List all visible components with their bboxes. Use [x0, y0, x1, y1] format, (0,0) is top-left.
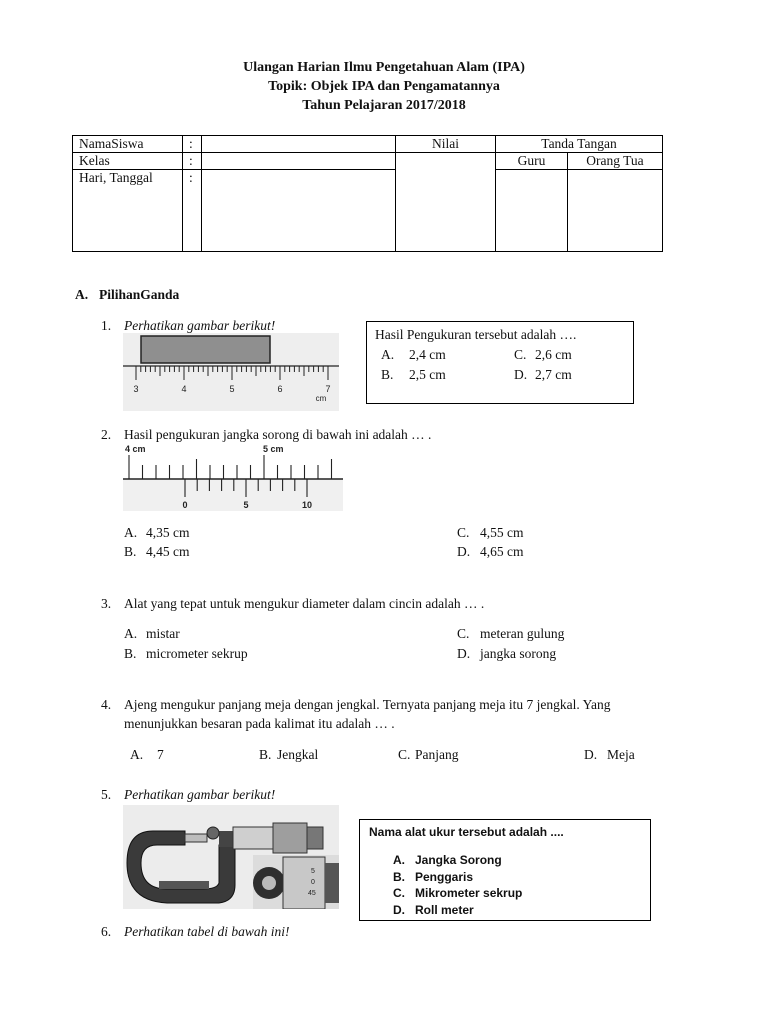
option-letter: C. [393, 886, 405, 900]
option-letter: B. [124, 544, 137, 559]
colon: : [183, 153, 202, 170]
vernier-label: 0 [182, 500, 188, 510]
title-line-2: Topik: Objek IPA dan Pengamatannya [268, 79, 500, 94]
option-letter: B. [259, 747, 272, 762]
q1-option-d[interactable]: 2,7 cm [535, 367, 572, 382]
q1-answer-box [366, 321, 634, 404]
colon: : [183, 170, 202, 252]
q3-option-c[interactable]: meteran gulung [480, 626, 565, 641]
option-letter: B. [393, 870, 405, 884]
thimble-mark: 5 [311, 868, 315, 875]
main-scale-label: 5 cm [263, 444, 284, 454]
q6-text: Perhatikan tabel di bawah ini! [124, 924, 290, 939]
option-letter: A. [381, 347, 395, 362]
option-letter: D. [584, 747, 598, 762]
q3-option-d[interactable]: jangka sorong [480, 646, 557, 661]
kelas-field[interactable] [202, 153, 396, 170]
orang-tua-label: Orang Tua [568, 153, 663, 170]
ruler-label: 6 [277, 384, 283, 394]
q3-number: 3. [101, 596, 112, 611]
option-letter: D. [457, 646, 471, 661]
option-letter: A. [130, 747, 144, 762]
nilai-field[interactable] [396, 153, 496, 252]
option-letter: A. [124, 525, 138, 540]
guru-label: Guru [496, 153, 568, 170]
hari-label: Hari, Tanggal [73, 170, 183, 252]
nilai-label: Nilai [396, 136, 496, 153]
q5-option-c[interactable]: Mikrometer sekrup [415, 886, 523, 900]
q3-option-b[interactable]: micrometer sekrup [146, 646, 248, 661]
option-letter: D. [457, 544, 471, 559]
option-letter: D. [393, 903, 405, 917]
option-letter: B. [381, 367, 394, 382]
main-scale-label: 4 cm [125, 444, 146, 454]
hari-field[interactable] [202, 170, 396, 252]
option-letter: B. [124, 646, 137, 661]
tanda-tangan-label: Tanda Tangan [496, 136, 663, 153]
q3-text: Alat yang tepat untuk mengukur diameter dalam cincin adalah … . [124, 596, 485, 611]
q1-option-b[interactable]: 2,5 cm [409, 367, 446, 382]
q5-number: 5. [101, 787, 112, 802]
guru-signature-field[interactable] [496, 170, 568, 252]
q2-option-d[interactable]: 4,65 cm [480, 544, 524, 559]
q1-option-a[interactable]: 2,4 cm [409, 347, 446, 362]
orang-tua-signature-field[interactable] [568, 170, 663, 252]
student-info-table [72, 135, 663, 252]
q5-option-b[interactable]: Penggaris [415, 870, 474, 884]
option-letter: A. [393, 853, 405, 867]
ruler-label: 3 [133, 384, 139, 394]
q2-option-b[interactable]: 4,45 cm [146, 544, 190, 559]
q2-text: Hasil pengukuran jangka sorong di bawah ini adalah … . [124, 427, 432, 442]
q4-text-line-2: menunjukkan besaran pada kalimat itu adalah … . [124, 716, 395, 731]
option-letter: C. [457, 626, 470, 641]
q5-box-title: Nama alat ukur tersebut adalah .... [369, 825, 564, 839]
ruler-figure [123, 333, 339, 411]
vernier-label: 5 [243, 500, 249, 510]
q1-number: 1. [101, 318, 112, 333]
q4-option-b[interactable]: Jengkal [277, 747, 319, 762]
q5-option-a[interactable]: Jangka Sorong [415, 853, 502, 867]
q2-option-a[interactable]: 4,35 cm [146, 525, 190, 540]
option-letter: C. [398, 747, 411, 762]
option-letter: A. [124, 626, 138, 641]
ruler-label: 7 [325, 384, 331, 394]
q1-option-c[interactable]: 2,6 cm [535, 347, 572, 362]
q1-box-text: Hasil Pengukuran tersebut adalah …. [375, 327, 577, 342]
q4-text-line-1: Ajeng mengukur panjang meja dengan jengkal. Ternyata panjang meja itu 7 jengkal. Yang [124, 697, 611, 712]
q4-option-a[interactable]: 7 [157, 747, 164, 762]
q4-option-d[interactable]: Meja [607, 747, 635, 762]
ruler-label: 5 [229, 384, 235, 394]
colon: : [183, 136, 202, 153]
option-letter: D. [514, 367, 528, 382]
nama-label: NamaSiswa [73, 136, 183, 153]
q1-text: Perhatikan gambar berikut! [124, 318, 276, 333]
q5-option-d[interactable]: Roll meter [415, 903, 474, 917]
title-line-1: Ulangan Harian Ilmu Pengetahuan Alam (IPA) [243, 60, 525, 75]
ruler-label: 4 [181, 384, 187, 394]
vernier-caliper-figure [123, 443, 343, 511]
thimble-mark: 0 [311, 879, 315, 886]
micrometer-figure [123, 805, 339, 909]
q3-option-a[interactable]: mistar [146, 626, 180, 641]
nama-field[interactable] [202, 136, 396, 153]
q5-text: Perhatikan gambar berikut! [124, 787, 276, 802]
option-letter: C. [457, 525, 470, 540]
option-letter: C. [514, 347, 527, 362]
thimble-mark: 45 [308, 890, 316, 897]
q5-answer-box [359, 819, 651, 921]
ruler-unit: cm [315, 394, 327, 403]
q6-number: 6. [101, 924, 112, 939]
q4-number: 4. [101, 697, 112, 712]
q2-option-c[interactable]: 4,55 cm [480, 525, 524, 540]
q2-number: 2. [101, 427, 112, 442]
title-line-3: Tahun Pelajaran 2017/2018 [302, 98, 466, 113]
kelas-label: Kelas [73, 153, 183, 170]
vernier-label: 10 [301, 500, 313, 510]
section-title: PilihanGanda [99, 287, 180, 302]
q4-option-c[interactable]: Panjang [415, 747, 459, 762]
section-letter: A. [75, 287, 89, 302]
